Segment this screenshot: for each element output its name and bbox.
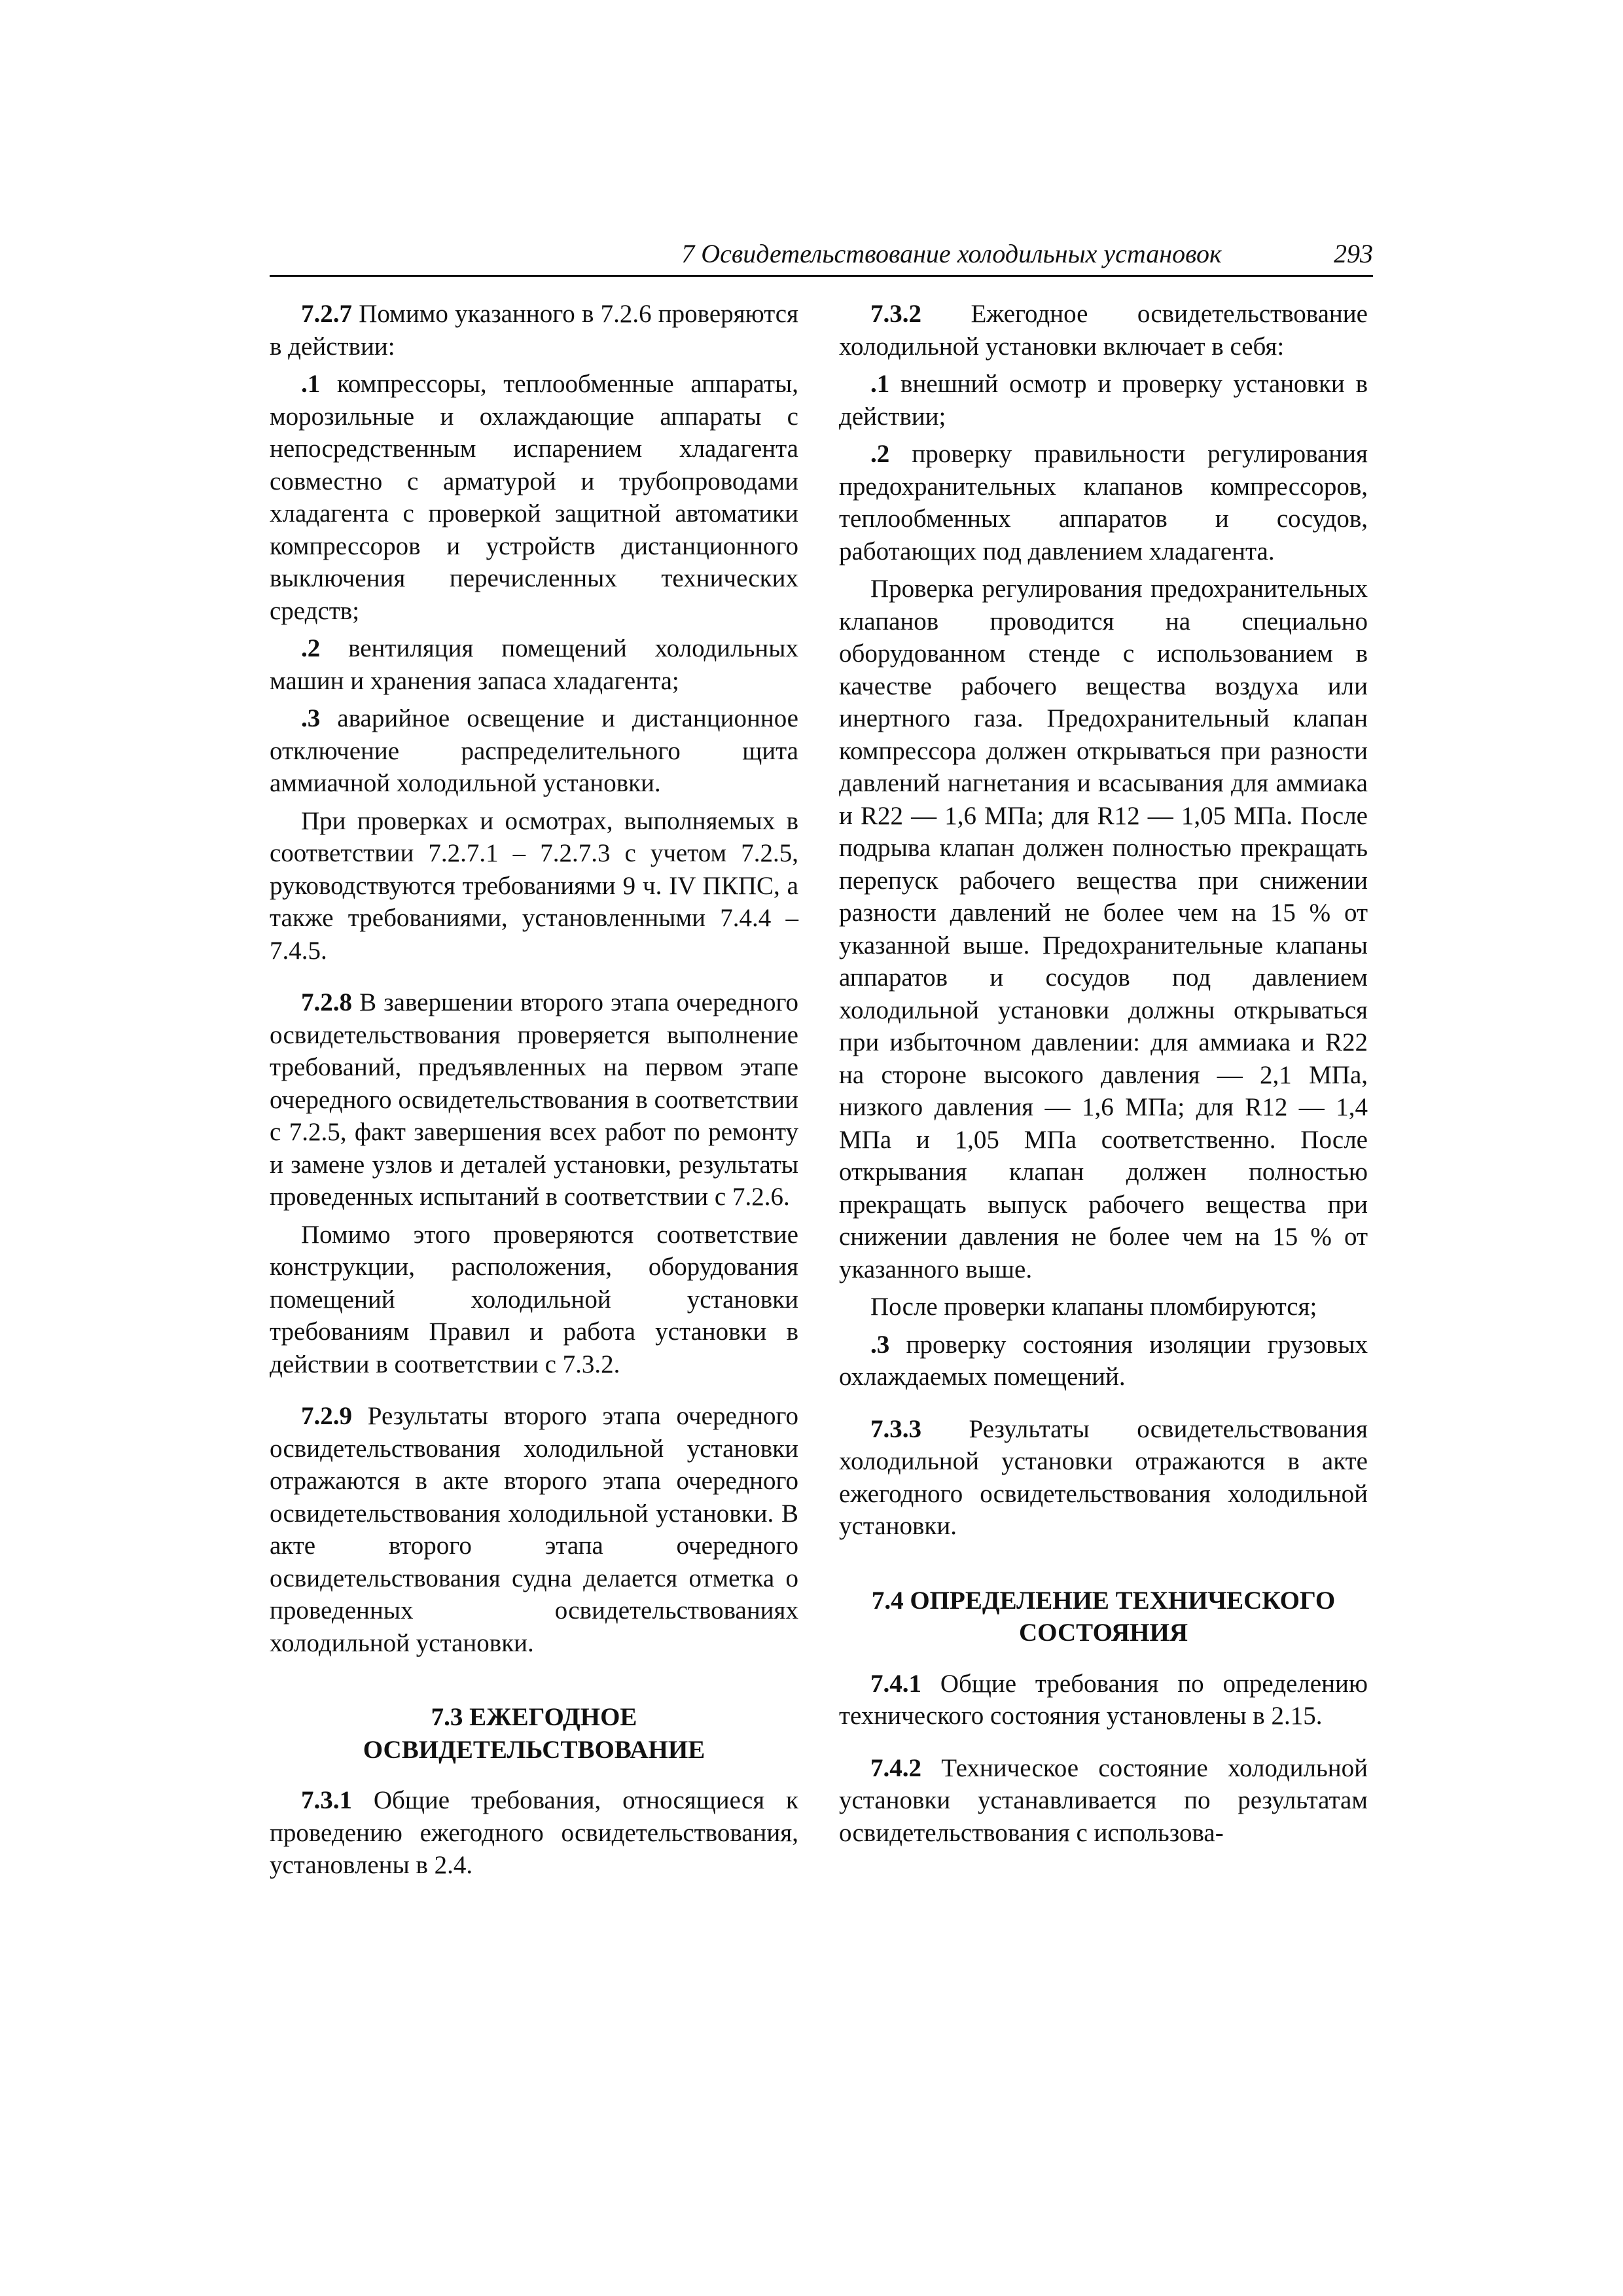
- clause-number: 7.3.1: [301, 1786, 352, 1814]
- item-number: .2: [301, 634, 321, 662]
- clause-number: 7.4.1: [870, 1669, 921, 1698]
- list-item-2: [839, 438, 1368, 567]
- paragraph-7-3-2: [839, 298, 1368, 363]
- list-item-2: [270, 632, 798, 697]
- list-item-1: [839, 368, 1368, 433]
- page-number: 293: [1334, 239, 1373, 268]
- paragraph-text: Общие требования по определению технического состояния установлены в 2.15.: [839, 1669, 1368, 1730]
- item-number: .3: [870, 1330, 890, 1359]
- paragraph-7-2-7: [270, 298, 798, 363]
- clause-number: 7.3.3: [870, 1414, 921, 1443]
- paragraph-inspections: При проверках и осмотрах, выполняемых в соответствии 7.2.7.1 – 7.2.7.3 с учетом 7.2.5, руководствуются требованиями 9 ч. IV ПКПС, а также требованиями, установленными 7.4.4 – 7.4.5.: [270, 806, 798, 965]
- item-number: .3: [301, 704, 321, 732]
- paragraph-text: Помимо указанного в 7.2.6 проверяются в действии:: [270, 300, 798, 361]
- heading-line: 7.4 ОПРЕДЕЛЕНИЕ ТЕХНИЧЕСКОГО: [871, 1586, 1336, 1615]
- item-number: .1: [870, 370, 890, 398]
- clause-number: 7.2.9: [301, 1402, 352, 1430]
- paragraph-additional-checks: Помимо этого проверяются соответствие конструкции, расположения, оборудования помещений холодильной установки требованиям Правил и работа установки в действии в соответствии с 7.3.2.: [270, 1220, 798, 1378]
- left-column: [270, 298, 798, 1882]
- paragraph-7-2-9: [270, 1400, 798, 1659]
- running-title: 7 Освидетельствование холодильных установок: [681, 239, 1222, 268]
- paragraph-text: проверку состояния изоляции грузовых охлаждаемых помещений.: [839, 1330, 1368, 1391]
- clause-number: 7.2.8: [301, 988, 352, 1016]
- right-column: [839, 298, 1368, 1849]
- paragraph-text: вентиляция помещений холодильных машин и хранения запаса хладагента;: [270, 634, 798, 695]
- heading-line: ОСВИДЕТЕЛЬСТВОВАНИЕ: [363, 1735, 705, 1764]
- item-number: .2: [870, 440, 890, 468]
- paragraph-text: Общие требования, относящиеся к проведению ежегодного освидетельствования, установлены в 2.4.: [270, 1786, 798, 1879]
- paragraph-text: компрессоры, теплообменные аппараты, морозильные и охлаждающие аппараты с непосредственным испарением хладагента совместно с арматурой и трубопроводами хладагента с проверкой защитной автоматики компрессоров и устройств дистанционного выключения перечисленных технических средств;: [270, 370, 798, 625]
- paragraph-text: Техническое состояние холодильной установки устанавливается по результатам освидетельствования с использова-: [839, 1753, 1368, 1847]
- paragraph-7-3-1: [270, 1784, 798, 1882]
- paragraph-text: В завершении второго этапа очередного освидетельствования проверяется выполнение требований, предъявленных на первом этапе очередного освидетельствования в соответствии с 7.2.5, факт завершения всех работ по ремонту и замене узлов и деталей установки, результаты проведенных испытаний в соответствии с 7.2.6.: [270, 988, 798, 1211]
- paragraph-7-3-3: [839, 1413, 1368, 1543]
- list-item-3: [839, 1329, 1368, 1393]
- heading-line: СОСТОЯНИЯ: [1018, 1619, 1188, 1647]
- section-heading-7-3: [270, 1701, 798, 1766]
- clause-number: 7.2.7: [301, 300, 352, 328]
- paragraph-7-4-1: [839, 1668, 1368, 1732]
- paragraph-7-2-8: [270, 986, 798, 1213]
- list-item-3: [270, 702, 798, 800]
- paragraph-sealing: После проверки клапаны пломбируются;: [870, 1293, 1317, 1321]
- paragraph-text: проверку правильности регулирования предохранительных клапанов компрессоров, теплообменных аппаратов и сосудов, работающих под давлением хладагента.: [839, 440, 1368, 565]
- clause-number: 7.3.2: [870, 300, 921, 328]
- clause-number: 7.4.2: [870, 1753, 921, 1782]
- paragraph-text: аварийное освещение и дистанционное отключение распределительного щита аммиачной холодильной установки.: [270, 704, 798, 797]
- item-number: .1: [301, 370, 321, 398]
- paragraph-text: Результаты освидетельствования холодильной установки отражаются в акте ежегодного освидетельствования холодильной установки.: [839, 1414, 1368, 1540]
- paragraph-text: Ежегодное освидетельствование холодильной установки включает в себя:: [839, 300, 1368, 361]
- section-heading-7-4: [839, 1585, 1368, 1649]
- paragraph-text: Результаты второго этапа очередного освидетельствования холодильной установки отражаются в акте второго этапа очередного освидетельствования холодильной установки. В акте второго этапа очередного освидетельствования судна делается отметка о проведенных освидетельствованиях холодильной установки.: [270, 1402, 798, 1657]
- paragraph-7-4-2: [839, 1752, 1368, 1850]
- running-header: [270, 237, 1373, 277]
- paragraph-text: внешний осмотр и проверку установки в действии;: [839, 370, 1368, 431]
- paragraph-valve-check: Проверка регулирования предохранительных клапанов проводится на специально оборудованном стенде с использованием в качестве рабочего вещества воздуха или инертного газа. Предохранительный клапан компрессора должен открываться при разности давлений нагнетания и всасывания для аммиака и R22 — 1,6 МПа; для R12 — 1,05 МПа. После подрыва клапан должен полностью прекращать перепуск рабочего вещества при снижении разности давлений не более чем на 15 % от указанной выше. Предохранительные клапаны аппаратов и сосудов под давлением холодильной установки должны открываться при избыточном давлении: для аммиака и R22 на стороне высокого давления — 2,1 МПа, низкого давления — 1,6 МПа; для R12 — 1,4 МПа и 1,05 МПа соответственно. После открывания клапан должен полностью прекращать выпуск рабочего вещества при снижении давления не более чем на 15 % от указанного выше.: [839, 575, 1368, 1283]
- list-item-1: [270, 368, 798, 627]
- heading-line: 7.3 ЕЖЕГОДНОЕ: [431, 1703, 637, 1731]
